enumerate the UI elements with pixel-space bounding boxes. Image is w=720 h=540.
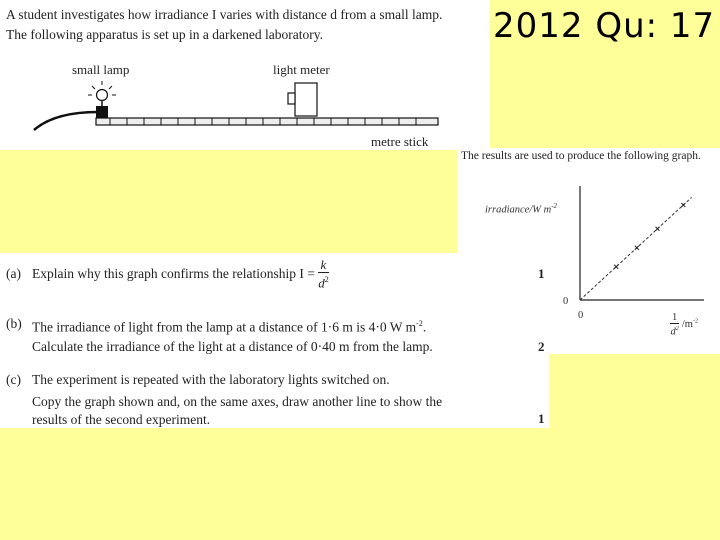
graph-ylabel: irradiance/W $m^{-2}$ — [485, 202, 558, 216]
graph-caption: The results are used to produce the following graph. — [461, 150, 701, 162]
intro-line-2: The following apparatus is set up in a darkened laboratory. — [6, 27, 324, 42]
question-c-marks: 1 — [538, 411, 545, 426]
question-a-marks: 1 — [538, 266, 545, 281]
lamp-cable — [34, 112, 98, 130]
question-b-label: (b) — [6, 316, 22, 331]
data-point — [635, 246, 639, 250]
question-c-line-3: results of the second experiment. — [32, 412, 211, 427]
light-meter-body — [295, 83, 317, 116]
apparatus-diagram — [30, 78, 450, 148]
bulb-icon — [97, 90, 108, 101]
question-c-label: (c) — [6, 372, 21, 387]
graph-y-origin: 0 — [563, 296, 569, 307]
lamp-label: small lamp — [72, 62, 130, 77]
metre-stick — [96, 118, 438, 125]
lamp-base — [96, 106, 108, 118]
graph-xlabel: $\frac{1}{d^2}$ $/m^{-2}$ — [670, 312, 698, 338]
graph-x-origin: 0 — [578, 310, 584, 321]
question-c-line-2: Copy the graph shown and, on the same axes, draw another line to show the — [32, 394, 443, 409]
question-a-text: Explain why this graph confirms the relationship I = $\frac{k}{d^2}$ — [32, 257, 329, 291]
irradiance-graph — [570, 170, 710, 310]
light-meter-sensor — [288, 93, 295, 104]
question-b-marks: 2 — [538, 339, 545, 354]
meter-label: light meter — [273, 62, 330, 77]
data-point — [681, 203, 685, 207]
intro-line-1: A student investigates how irradiance I varies with distance d from a small lamp. — [6, 7, 443, 22]
question-a-label: (a) — [6, 266, 21, 281]
page-title: 2012 Qu: 17 — [493, 6, 716, 46]
data-point — [614, 265, 618, 269]
question-a-fraction: $\frac{k}{d^2}$ — [318, 257, 329, 291]
question-b-line-2: Calculate the irradiance of the light at a distance of 0·40 m from the lamp. — [32, 339, 433, 354]
stick-label: metre stick — [371, 134, 429, 149]
question-c-line-1: The experiment is repeated with the laboratory lights switched on. — [32, 372, 390, 387]
data-point — [656, 227, 660, 231]
question-b-line-1: The irradiance of light from the lamp at a distance of 1·6 m is 4·0 W $m^{-2}$. — [32, 319, 427, 335]
